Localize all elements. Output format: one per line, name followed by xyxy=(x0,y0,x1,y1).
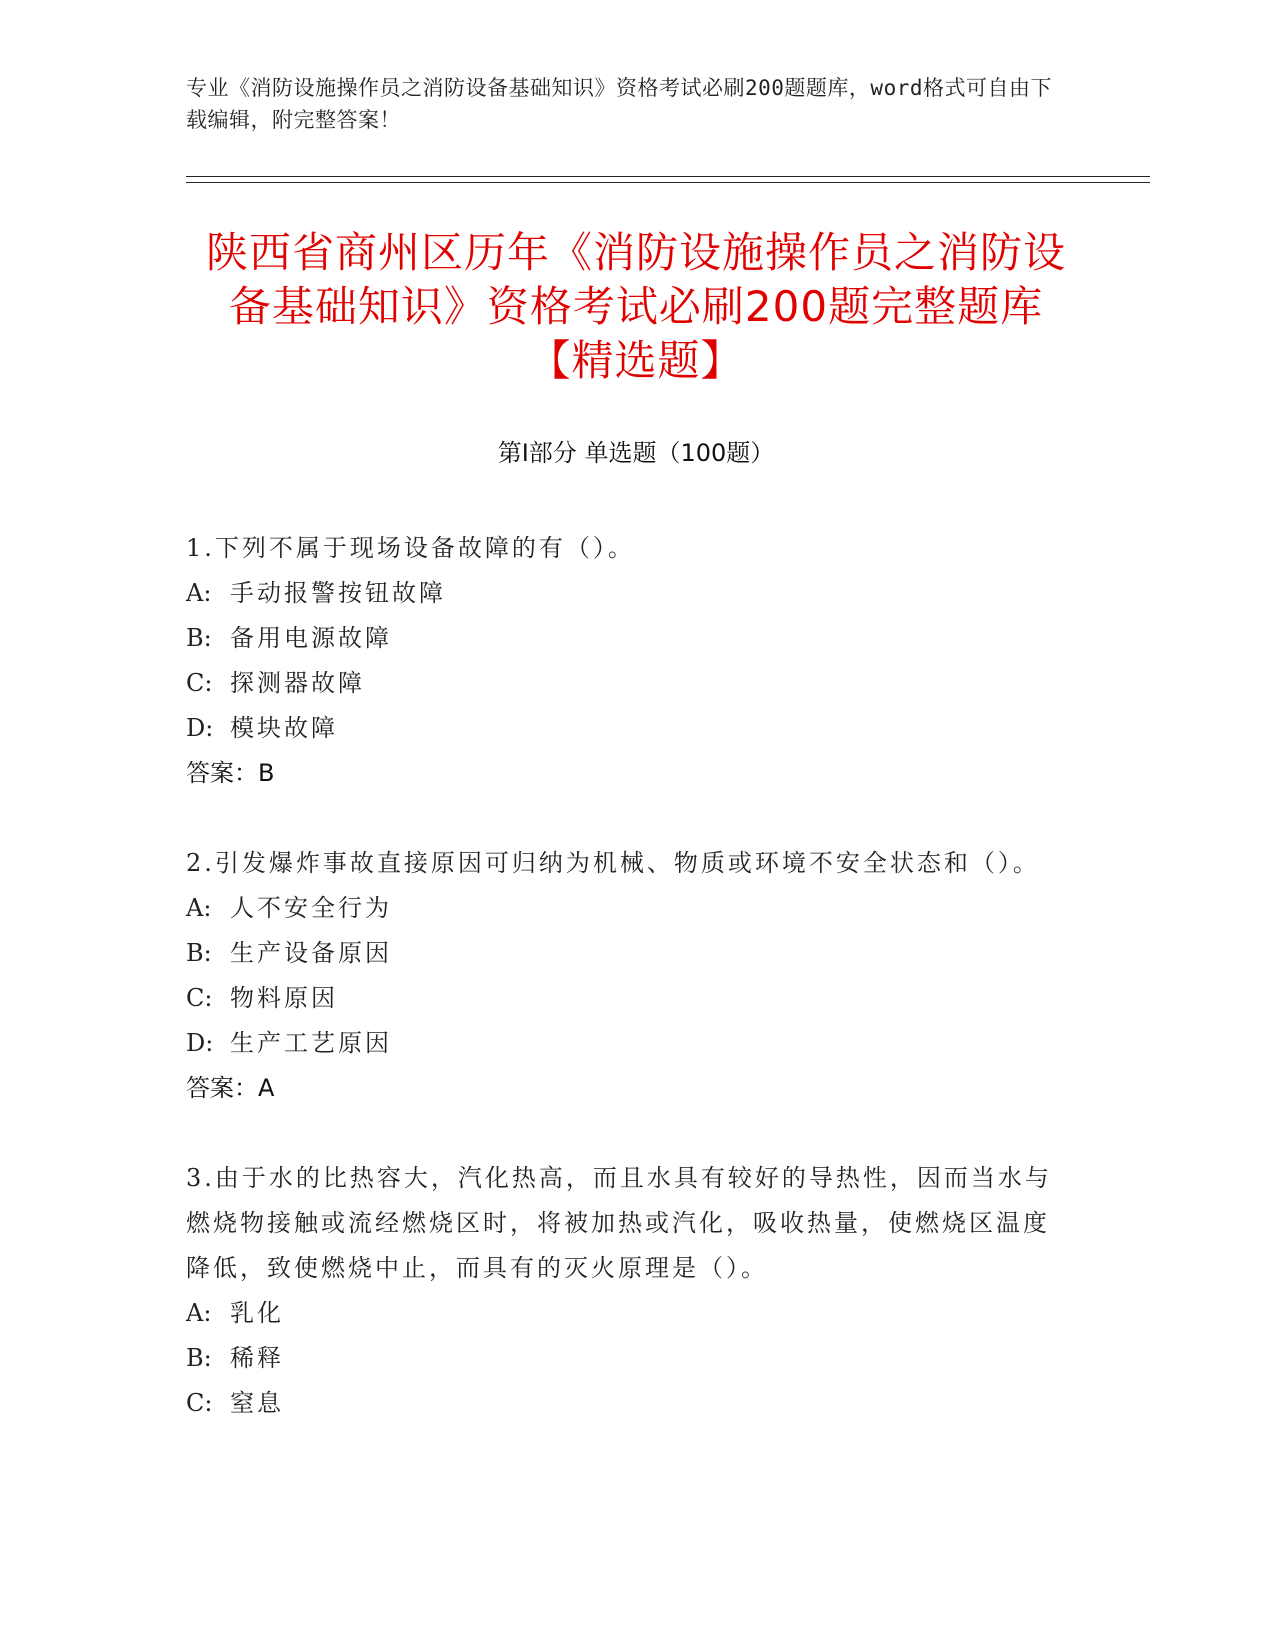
option-a xyxy=(186,571,1066,616)
option-text: 物料原因 xyxy=(230,984,338,1012)
option-text: 探测器故障 xyxy=(230,669,365,697)
option-text: 窒息 xyxy=(230,1389,284,1417)
option-key: C: xyxy=(186,1389,213,1417)
option-key: A: xyxy=(186,894,212,922)
option-key: C: xyxy=(186,669,213,697)
option-b xyxy=(186,931,1066,976)
option-key: D: xyxy=(186,714,214,742)
answer-line: 答案：B xyxy=(186,759,275,787)
question-1 xyxy=(186,526,1066,796)
option-text: 手动报警按钮故障 xyxy=(230,579,446,607)
option-text: 生产工艺原因 xyxy=(230,1029,392,1057)
question-stem: 2.引发爆炸事故直接原因可归纳为机械、物质或环境不安全状态和（）。 xyxy=(186,849,1040,877)
option-key: C: xyxy=(186,984,213,1012)
option-text: 模块故障 xyxy=(230,714,338,742)
option-text: 稀释 xyxy=(230,1344,284,1372)
option-key: A: xyxy=(186,579,212,607)
option-c xyxy=(186,1381,1066,1426)
option-key: A: xyxy=(186,1299,212,1327)
question-2 xyxy=(186,841,1066,1111)
option-key: B: xyxy=(186,1344,212,1372)
option-key: B: xyxy=(186,624,212,652)
option-d xyxy=(186,706,1066,751)
option-text: 乳化 xyxy=(230,1299,284,1327)
header-note: 专业《消防设施操作员之消防设备基础知识》资格考试必刷200题题库，word格式可自由下载编辑，附完整答案！ xyxy=(186,76,1052,132)
question-stem: 1.下列不属于现场设备故障的有（）。 xyxy=(186,534,635,562)
option-b xyxy=(186,616,1066,661)
option-c xyxy=(186,661,1066,706)
question-stem: 3.由于水的比热容大，汽化热高，而且水具有较好的导热性，因而当水与燃烧物接触或流经燃烧区时，将被加热或汽化，吸收热量，使燃烧区温度降低，致使燃烧中止，而具有的灭火原理是（）。 xyxy=(186,1164,1052,1282)
option-key: B: xyxy=(186,939,212,967)
option-b xyxy=(186,1336,1066,1381)
option-text: 备用电源故障 xyxy=(230,624,392,652)
header-rule-top xyxy=(186,176,1150,177)
option-key: D: xyxy=(186,1029,214,1057)
option-text: 生产设备原因 xyxy=(230,939,392,967)
document-title: 陕西省商州区历年《消防设施操作员之消防设备基础知识》资格考试必刷200题完整题库【精选题】 xyxy=(205,228,1066,385)
question-list xyxy=(186,526,1066,1471)
option-d xyxy=(186,1021,1066,1066)
header-rule-bottom xyxy=(186,182,1150,183)
option-a xyxy=(186,1291,1066,1336)
option-text: 人不安全行为 xyxy=(230,894,392,922)
option-a xyxy=(186,886,1066,931)
question-3 xyxy=(186,1156,1066,1426)
section-title: 第Ⅰ部分 单选题（100题） xyxy=(497,439,775,467)
answer-line: 答案：A xyxy=(186,1074,275,1102)
option-c xyxy=(186,976,1066,1021)
